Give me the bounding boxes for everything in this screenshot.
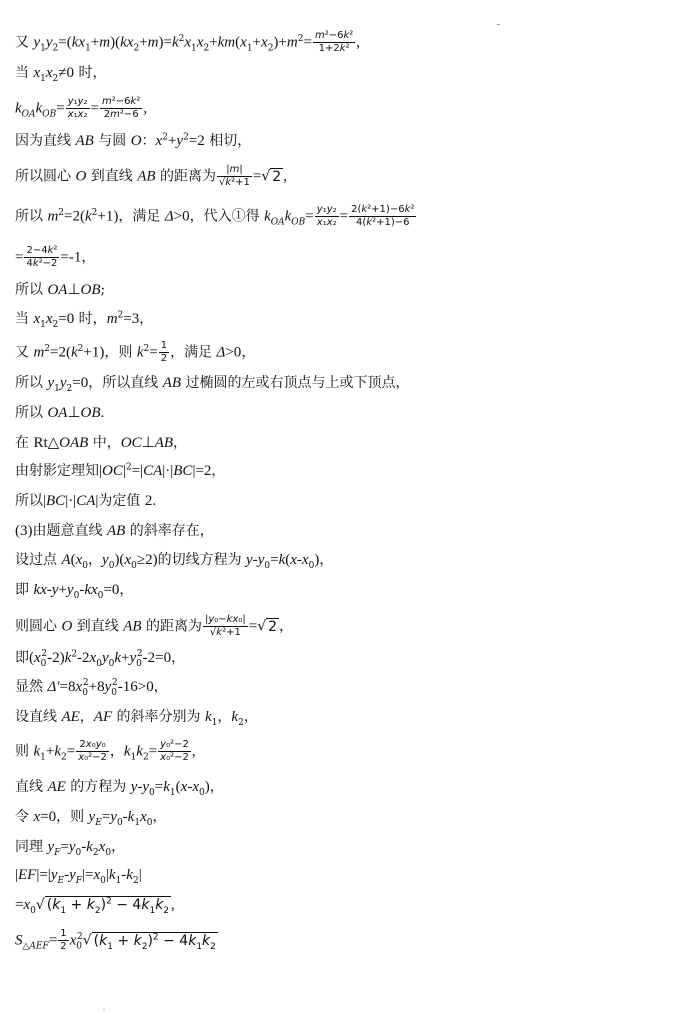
solution-line: 当 $x_1x_2\ne 0$ 时，	[15, 65, 107, 84]
solution-line: 所以 $m^2=2(k^2+1)$，满足 Δ>0，代入①得 $k_{OA}k_{OB}=$ $\frac{\text{y₁y₂}}{\text{x₁x₂}}$ = $\frac{\text{2(k²+1)−6k²}}{\text{4(k²+1)−6}}$	[15, 204, 415, 228]
solution-line: 又 $m^2=2(k^2+1)$，则 $k^2=$ $\frac{1}{2}$ ，满足 Δ>0，	[15, 340, 256, 364]
solution-line: 令 x=0，则 $y_E=y_0-k_1x_0$，	[15, 809, 167, 828]
solution-line: 即 $kx-y+y_0-kx_0=0$，	[15, 582, 134, 601]
solution-line: 即$(x_0^2-2)k^2-2x_0y_0k+y_0^2-2=0$，	[15, 649, 186, 669]
solution-line: 所以圆心 O 到直线 AB 的距离为 $\frac{|m|}{\text{√k²+1}}$ =√ 2 ,	[15, 164, 287, 188]
solution-line: 当 $x_1x_2=0$ 时，$m^2=3$，	[15, 310, 154, 330]
solution-line: 在 Rt△OAB 中，OC⊥AB，	[15, 435, 188, 451]
solution-line: 所以 $y_1y_2=0$，所以直线 AB 过椭圆的左或右顶点与上或下顶点，	[15, 375, 410, 394]
solution-line: 设过点 $A(x_0$，$y_0)(x_0\ge 2)$的切线方程为 $y-y_0=k(x-x_0)$，	[15, 552, 334, 571]
solution-line: $k_{OA}k_{OB}=$ $\frac{\text{y₁y₂}}{\text{x₁x₂}}$ = $\frac{\text{m²−6k²}}{\text{2m²−6}}$ ,	[15, 96, 148, 120]
solution-line: 直线 AE 的方程为 $y-y_0=k_1(x-x_0)$，	[15, 779, 224, 798]
solution-line: (3)由题意直线 AB 的斜率存在，	[15, 523, 214, 539]
solution-line: 因为直线 AB 与圆 O：$x^2+y^2=2$ 相切，	[15, 132, 252, 149]
solution-line: $=x_0√$ $(k_1 + k_2)^2 - 4k_1k_2$ ,	[15, 896, 175, 916]
solution-line: 所以|BC|·|CA|为定值 2.	[15, 493, 157, 509]
solution-line: 则 $k_1+k_2=$ $\frac{\text{2x₀y₀}}{\text{x₀²−2}}$ ，$k_1k_2=$ $\frac{\text{y₀²−2}}{\text{x₀²−2}}$ ,	[15, 739, 196, 763]
solution-line: $|EF|=|y_E-y_F|=x_0|k_1-k_2|$	[15, 867, 142, 886]
solution-line: = $\frac{\text{2−4k²}}{\text{4k²−2}}$ =-1，	[15, 245, 96, 269]
solution-line: $S_{\triangle AEF}=$ $\frac{1}{2}$ $x_0^2√$ $(k_1 + k_2)^2 - 4k_1k_2$	[15, 928, 216, 952]
solution-line: 则圆心 O 到直线 AB 的距离为 $\frac{\text{|y₀−kx₀|}}{\text{√k²+1}}$ =√ 2 ，	[15, 614, 294, 638]
solution-line: 又 $y_1y_2=(kx_1+m)(kx_2+m)=k^2x_1x_2+km(x_1+x_2)+m^2=$ $\frac{\text{m²−6k²}}{\text{1+2k²}}$ ,	[15, 30, 360, 54]
scan-mark	[103, 1009, 105, 1010]
solution-line: 所以 OA⊥OB.	[15, 405, 105, 421]
solution-line: 由射影定理知$|OC|^2=|CA|\cdot|BC|=2$，	[15, 462, 226, 479]
solution-line: 显然 $\Delta'=8x_0^2+8y_0^2-16>0$，	[15, 678, 168, 698]
scan-mark	[497, 24, 500, 25]
solution-line: 同理 $y_F=y_0-k_2x_0$，	[15, 839, 126, 858]
solution-line: 所以 OA⊥OB;	[15, 282, 106, 298]
solution-line: 设直线 AE，AF 的斜率分别为 $k_1$，$k_2$，	[15, 709, 258, 728]
